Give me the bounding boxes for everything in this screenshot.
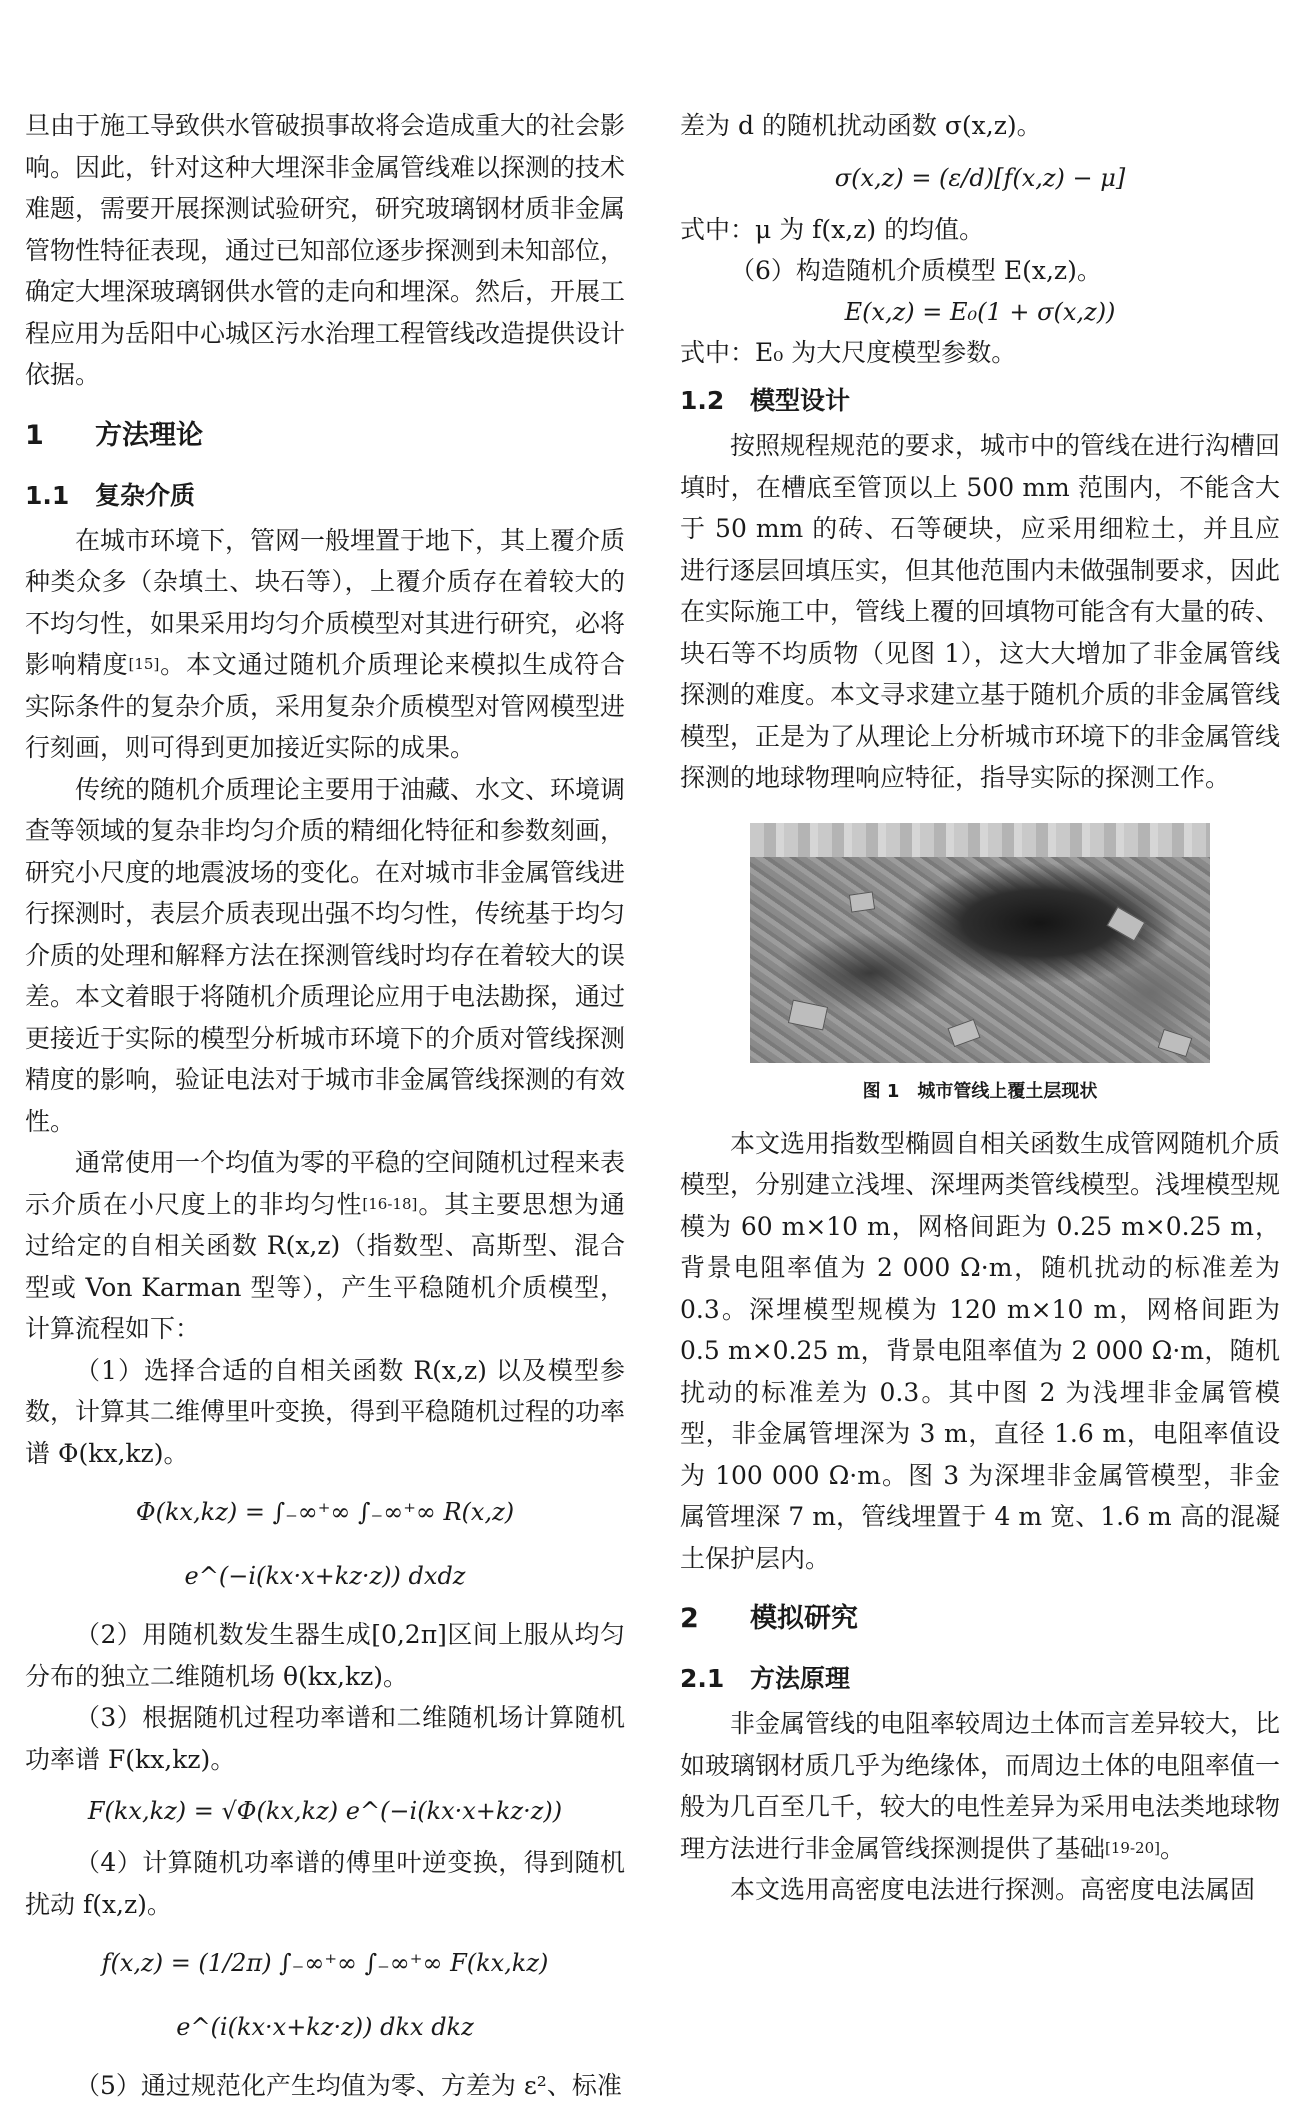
citation: [16-18]: [362, 1194, 418, 1213]
equation-medium-model: E(x,z) = E₀(1 + σ(x,z)): [844, 297, 1116, 326]
section-2-heading: [680, 1599, 1280, 1639]
intro-paragraph: 旦由于施工导致供水管破损事故将会造成重大的社会影响。因此，针对这种大埋深非金属管线难以探测的技术难题，需要开展探测试验研究，研究玻璃钢材质非金属管物性特征表现，通过已知部位逐步探测到未知部位，确定大埋深玻璃钢供水管的走向和埋深。然后，开展工程应用为岳阳中心城区污水治理工程管线改造提供设计依据。: [25, 111, 626, 389]
text-run: 。本文通过随机介质理论来模拟生成符合实际条件的复杂介质，采用复杂介质模型对管网模型进行刻画，则可得到更加接近实际的成果。: [25, 650, 626, 762]
text-run: 通常使用一个均值为零的平稳的空间随机过程来表示介质在小尺度上的非均匀性: [25, 1148, 626, 1219]
equation-normalization: σ(x,z) = (ε/d)[f(x,z) − μ]: [834, 163, 1126, 192]
left-column: [25, 105, 625, 2107]
subsection-title: 模型设计: [750, 386, 851, 415]
figure-1-caption: 图 1 城市管线上覆土层现状: [862, 1080, 1098, 1102]
citation: [19-20]: [1105, 1838, 1160, 1857]
stone: [849, 891, 875, 912]
right-column: [680, 105, 1280, 1911]
paragraph-spatial-random-process: [25, 1142, 625, 1350]
section-number: 1: [25, 419, 44, 451]
section-title: 方法理论: [95, 419, 203, 451]
subsection-title: 复杂介质: [95, 480, 196, 510]
stone: [788, 999, 828, 1030]
subsection-number: 1.2: [680, 386, 725, 415]
text-run: 。其主要思想为通过给定的自相关函数 R(x,z)（指数型、高斯型、混合型或 Von Karman 型等），产生平稳随机介质模型，计算流程如下：: [25, 1189, 625, 1343]
text-run: 。: [1159, 1833, 1185, 1863]
citation: [15]: [128, 655, 160, 673]
equation-random-spectrum: F(kx,kz) = √Φ(kx,kz) e^(−i(kx·x+kz·z)): [87, 1797, 563, 1825]
step-6: （6）构造随机介质模型 E(x,z)。: [730, 256, 1102, 285]
paragraph-high-density-method: 本文选用高密度电法进行探测。高密度电法属固: [730, 1875, 1256, 1904]
section-title: 模拟研究: [750, 1603, 858, 1634]
step-5: （5）通过规范化产生均值为零、方差为 ε²、标准: [75, 2071, 622, 2100]
step-4: （4）计算随机功率谱的傅里叶逆变换，得到随机扰动 f(x,z)。: [25, 1848, 625, 1919]
paragraph-random-medium-theory: 传统的随机介质理论主要用于油藏、水文、环境调查等领域的复杂非均匀介质的精细化特征和参数刻画，研究小尺度的地震波场的变化。在对城市非金属管线进行探测时，表层介质表现出强不均匀性，传统基于均匀介质的处理和解释方法在探测管线时均存在着较大的误差。本文着眼于将随机介质理论应用于电法勘探，通过更接近于实际的模型分析城市环境下的介质对管线探测精度的影响，验证电法对于城市非金属管线探测的有效性。: [25, 774, 626, 1136]
pavement-layer: [750, 823, 1210, 857]
figure-1-soil-photo: [750, 823, 1210, 1063]
stone: [1107, 906, 1146, 941]
paragraph-method-principle: [680, 1703, 1280, 1869]
subsection-title: 方法原理: [750, 1664, 851, 1693]
text-run: 非金属管线的电阻率较周边土体而言差异较大，比如玻璃钢材质几乎为绝缘体，而周边土体的电阻率值一般为几百至几千，较大的电性差异为采用电法类地球物理方法进行非金属管线探测提供了基础: [680, 1709, 1281, 1863]
step-3: （3）根据随机过程功率谱和二维随机场计算随机功率谱 F(kx,kz)。: [25, 1703, 625, 1774]
text-run: 在城市环境下，管网一般埋置于地下，其上覆介质种类众多（杂填土、块石等），上覆介质存在着较大的不均匀性，如果采用均匀介质模型对其进行研究，必将影响精度: [25, 525, 626, 679]
equation-note: 式中：E₀ 为大尺度模型参数。: [680, 337, 1017, 367]
paragraph-model-parameters: 本文选用指数型椭圆自相关函数生成管网随机介质模型，分别建立浅埋、深埋两类管线模型。浅埋模型规模为 60 m×10 m，网格间距为 0.25 m×0.25 m，背景电阻率值为 2 000 Ω·m，随机扰动的标准差为 0.3。深埋模型规模为 120 m×10 m，网格间距为 0.5 m×0.25 m，背景电阻率值为 2 000 Ω·m，随机扰动的标准差为 0.3。其中图 2 为浅埋非金属管模型，非金属管埋深为 3 m，直径 1.6 m，电阻率值设为 100 000 Ω·m。图 3 为深埋非金属管模型，非金属管埋深 7 m，管线埋置于 4 m 宽、1.6 m 高的混凝土保护层内。: [680, 1128, 1281, 1573]
paragraph-complex-medium: [25, 520, 625, 769]
equation-inverse-transform: f(x,z) = (1/2π) ∫₋∞⁺∞ ∫₋∞⁺∞ F(kx,kz) e^(i(kx·x+kz·z)) dkx dkz: [101, 1949, 549, 2041]
subsection-number: 2.1: [680, 1664, 725, 1693]
equation-power-spectrum: Φ(kx,kz) = ∫₋∞⁺∞ ∫₋∞⁺∞ R(x,z) e^(−i(kx·x+kz·z)) dxdz: [135, 1498, 515, 1590]
equation-note: 式中：μ 为 f(x,z) 的均值。: [680, 214, 985, 244]
paragraph-model-design: 按照规程规范的要求，城市中的管线在进行沟槽回填时，在槽底至管顶以上 500 mm 范围内，不能含大于 50 mm 的砖、石等硬块，应采用细粒土，并且应进行逐层回填压实，但其他范围内未做强制要求，因此在实际施工中，管线上覆的回填物可能含有大量的砖、块石等不均质物（见图 1），这大大增加了非金属管线探测的难度。本文寻求建立基于随机介质的非金属管线模型，正是为了从理论上分析城市环境下的非金属管线探测的地球物理响应特征，指导实际的探测工作。: [680, 431, 1281, 792]
continuation-line: 差为 d 的随机扰动函数 σ(x,z)。: [680, 111, 1042, 140]
section-number: 2: [680, 1603, 699, 1634]
step-1: （1）选择合适的自相关函数 R(x,z) 以及模型参数，计算其二维傅里叶变换，得到平稳随机过程的功率谱 Φ(kx,kz)。: [25, 1355, 626, 1468]
subsection-1-2-heading: [680, 381, 1280, 421]
stone: [947, 1018, 980, 1046]
subsection-1-1-heading: [25, 476, 625, 516]
subsection-2-1-heading: [680, 1659, 1280, 1699]
stone: [1158, 1028, 1193, 1056]
subsection-number: 1.1: [25, 480, 70, 510]
step-2: （2）用随机数发生器生成[0,2π]区间上服从均匀分布的独立二维随机场 θ(kx,kz)。: [25, 1620, 625, 1691]
section-1-heading: [25, 416, 625, 456]
